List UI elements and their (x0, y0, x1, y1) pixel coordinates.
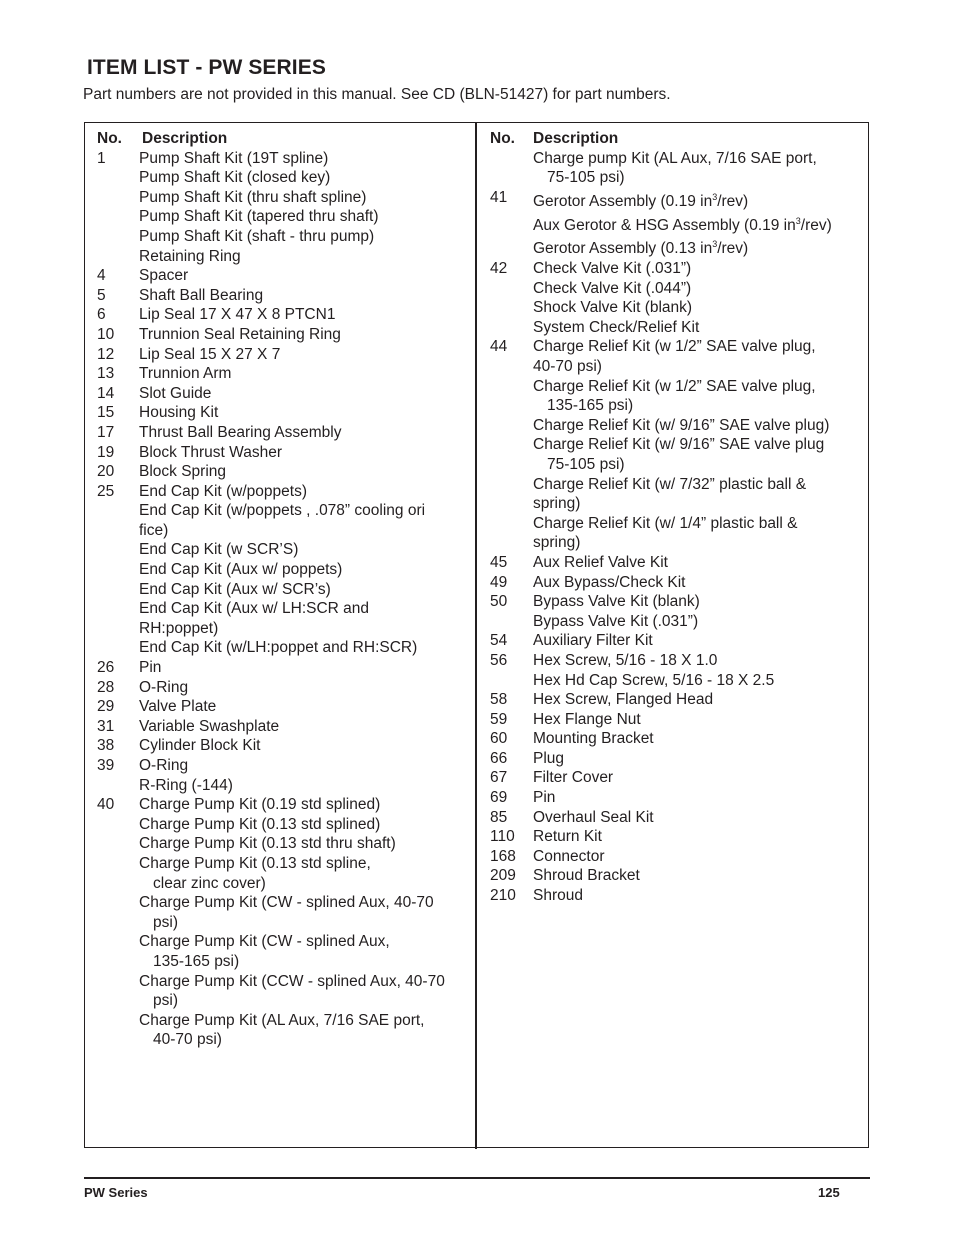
page-subtitle: Part numbers are not provided in this manual. See CD (BLN-51427) for part numbers. (83, 86, 671, 103)
left-item-row (93, 580, 471, 600)
left-item-row (93, 207, 471, 227)
item-description (533, 235, 864, 259)
item-description: Filter Cover (533, 769, 614, 787)
item-number (490, 279, 533, 299)
right-item-row (490, 533, 864, 553)
item-number: 66 (490, 749, 508, 767)
left-item-row (93, 227, 471, 247)
item-description: Variable Swashplate (139, 717, 280, 735)
item-number (93, 638, 139, 658)
item-number: 6 (97, 306, 106, 324)
item-description: R-Ring (-144) (139, 776, 233, 794)
left-item-row (93, 658, 471, 678)
right-item-row (490, 435, 864, 455)
left-item-row (93, 149, 471, 169)
item-description: Pump Shaft Kit (closed key) (139, 169, 331, 187)
right-item-row (490, 494, 864, 514)
footer-series: PW Series (84, 1185, 148, 1200)
right-item-row (490, 631, 864, 651)
item-description: Pin (139, 659, 162, 677)
item-description: O-Ring (139, 757, 189, 774)
left-item-row (93, 991, 471, 1011)
item-number: 10 (97, 325, 115, 343)
right-item-row (490, 235, 864, 259)
left-header-description: Description (142, 130, 228, 147)
item-description: Bypass Valve Kit (blank) (533, 593, 700, 611)
item-number (490, 318, 533, 338)
item-description: Charge Pump Kit (CW - splined Aux, 40-70 (139, 894, 434, 912)
page-title: ITEM LIST - PW SERIES (87, 56, 326, 79)
right-item-row (490, 847, 864, 867)
left-item-row (93, 972, 471, 992)
item-number: 26 (97, 659, 115, 677)
item-number (93, 599, 139, 619)
left-item-row (93, 482, 471, 502)
right-item-row (490, 768, 864, 788)
right-item-row (490, 671, 864, 691)
right-item-row (490, 149, 864, 169)
item-number (93, 932, 139, 952)
item-description: Charge Pump Kit (0.13 std spline, (139, 854, 371, 872)
item-number: 38 (97, 737, 115, 755)
item-number: 28 (97, 678, 115, 696)
right-item-row (490, 475, 864, 495)
item-number: 110 (490, 828, 515, 846)
right-item-row (490, 298, 864, 318)
item-number (490, 416, 533, 436)
right-header-description: Description (533, 130, 619, 147)
right-item-row (490, 212, 864, 236)
left-column (93, 129, 471, 1050)
item-number (93, 1011, 139, 1031)
left-item-row (93, 874, 471, 894)
item-number (490, 671, 533, 691)
item-description-tail: /rev) (717, 240, 749, 258)
right-item-row (490, 612, 864, 632)
item-description: Charge Pump Kit (CCW - splined Aux, 40-70 (139, 972, 445, 990)
item-description: Pin (533, 789, 556, 807)
left-item-row (93, 521, 471, 541)
item-description: Pump Shaft Kit (thru shaft spline) (139, 188, 367, 206)
item-number: 29 (97, 698, 115, 716)
item-number (93, 893, 139, 913)
item-number (490, 475, 533, 495)
item-description: Hex Flange Nut (533, 710, 641, 728)
item-number: 39 (97, 757, 115, 774)
item-number (93, 540, 139, 560)
item-description: Check Valve Kit (.031”) (533, 260, 692, 278)
superscript: 3 (712, 191, 718, 202)
left-item-row (93, 619, 471, 639)
item-description: Valve Plate (139, 698, 217, 716)
left-item-row (93, 756, 471, 776)
item-description: System Check/Relief Kit (533, 318, 700, 336)
item-description: Hex Screw, Flanged Head (533, 691, 714, 709)
right-item-row (490, 690, 864, 710)
item-number (93, 207, 139, 227)
item-number: 60 (490, 730, 508, 748)
right-item-row (490, 651, 864, 671)
item-description: Shroud (533, 887, 583, 905)
item-number (490, 298, 533, 318)
item-description: Charge Pump Kit (0.19 std splined) (139, 796, 381, 814)
right-item-row (490, 729, 864, 749)
right-header-no: No. (490, 130, 515, 147)
item-number (93, 952, 139, 972)
item-number: 17 (97, 423, 115, 441)
right-item-row (490, 710, 864, 730)
item-number (93, 560, 139, 580)
item-number (490, 377, 533, 397)
item-number (490, 533, 533, 553)
left-item-row (93, 266, 471, 286)
item-description: Block Thrust Washer (139, 443, 282, 461)
item-number: 58 (490, 691, 508, 709)
item-number (93, 501, 139, 521)
item-number: 14 (97, 384, 115, 402)
item-description: 75-105 psi) (547, 169, 625, 187)
item-description: Charge Pump Kit (0.13 std thru shaft) (139, 835, 396, 853)
item-description: Lip Seal 17 X 47 X 8 PTCN1 (139, 306, 336, 324)
item-number: 25 (97, 482, 115, 500)
item-description: Charge Relief Kit (w/ 9/16” SAE valve plug (533, 436, 825, 454)
left-item-row (93, 188, 471, 208)
item-description: Trunnion Arm (139, 365, 232, 383)
right-item-row (490, 553, 864, 573)
left-item-row (93, 345, 471, 365)
footer-rule (84, 1177, 870, 1179)
item-number (93, 991, 139, 1011)
item-number (93, 913, 139, 933)
item-number: 5 (97, 286, 106, 304)
item-description: Check Valve Kit (.044”) (533, 279, 692, 297)
item-number: 85 (490, 808, 508, 826)
item-number: 31 (97, 717, 115, 735)
item-description: End Cap Kit (Aux w/ SCR’s) (139, 580, 331, 598)
item-number (93, 521, 139, 541)
left-item-row (93, 854, 471, 874)
column-divider (475, 122, 477, 1149)
page-number: 125 (818, 1185, 840, 1200)
item-number: 42 (490, 260, 508, 278)
item-description: psi) (153, 913, 178, 931)
item-number (93, 227, 139, 247)
left-item-row (93, 364, 471, 384)
left-item-row (93, 560, 471, 580)
right-item-row (490, 416, 864, 436)
item-number (490, 612, 533, 632)
item-number (93, 834, 139, 854)
right-header-row (490, 129, 864, 149)
item-number (93, 247, 139, 267)
right-item-row (490, 749, 864, 769)
item-description: Charge Relief Kit (w 1/2” SAE valve plug, (533, 377, 816, 395)
item-description: Retaining Ring (139, 247, 241, 265)
item-description: Cylinder Block Kit (139, 737, 261, 755)
item-description: 135-165 psi) (153, 952, 240, 970)
item-number: 50 (490, 593, 508, 611)
right-item-row (490, 318, 864, 338)
right-item-row (490, 396, 864, 416)
item-number (490, 435, 533, 455)
item-number (490, 212, 533, 236)
item-description: End Cap Kit (w/poppets , .078” cooling ori (139, 502, 426, 520)
right-item-row (490, 808, 864, 828)
superscript: 3 (795, 215, 801, 226)
item-description: Bypass Valve Kit (.031”) (533, 612, 699, 630)
left-item-row (93, 599, 471, 619)
item-description: Connector (533, 847, 605, 865)
item-description: End Cap Kit (w/LH:poppet and RH:SCR) (139, 639, 418, 657)
superscript: 3 (712, 239, 718, 250)
item-description: Charge Pump Kit (CW - splined Aux, (139, 933, 390, 951)
left-item-row (93, 168, 471, 188)
left-item-row (93, 736, 471, 756)
item-description (533, 212, 864, 236)
item-description: psi) (153, 992, 178, 1010)
item-number (93, 580, 139, 600)
item-number (490, 514, 533, 534)
item-number (490, 168, 533, 188)
item-number: 15 (97, 404, 115, 422)
item-description: End Cap Kit (Aux w/ poppets) (139, 561, 343, 579)
item-description: Block Spring (139, 463, 227, 481)
left-item-row (93, 540, 471, 560)
item-description: Hex Screw, 5/16 - 18 X 1.0 (533, 651, 718, 669)
item-number (490, 396, 533, 416)
item-number: 69 (490, 789, 508, 807)
item-description: Shock Valve Kit (blank) (533, 299, 693, 317)
item-description: Plug (533, 749, 565, 767)
item-number: 19 (97, 443, 115, 461)
right-item-row (490, 788, 864, 808)
item-number: 168 (490, 847, 516, 865)
item-description: Pump Shaft Kit (19T spline) (139, 149, 329, 167)
item-number: 12 (97, 345, 115, 363)
left-item-row (93, 501, 471, 521)
left-item-row (93, 952, 471, 972)
left-header-row (93, 129, 471, 149)
item-description: Return Kit (533, 828, 602, 846)
right-item-row (490, 455, 864, 475)
left-item-row (93, 697, 471, 717)
item-description: 75-105 psi) (547, 455, 625, 473)
item-description: End Cap Kit (Aux w/ LH:SCR and (139, 600, 370, 618)
left-item-row (93, 815, 471, 835)
item-number (93, 188, 139, 208)
item-number (490, 455, 533, 475)
left-item-row (93, 795, 471, 815)
item-description: Mounting Bracket (533, 730, 654, 748)
item-description: End Cap Kit (w SCR’S) (139, 541, 299, 559)
item-number: 56 (490, 651, 508, 669)
right-item-row (490, 279, 864, 299)
left-item-row (93, 443, 471, 463)
item-number: 67 (490, 769, 508, 787)
left-item-row (93, 403, 471, 423)
right-item-row (490, 827, 864, 847)
left-item-row (93, 423, 471, 443)
item-number: 49 (490, 573, 508, 591)
item-description: Charge Pump Kit (0.13 std splined) (139, 815, 381, 833)
item-number (490, 357, 533, 377)
right-column (490, 129, 864, 906)
left-item-row (93, 776, 471, 796)
item-description (533, 188, 864, 212)
right-item-row (490, 337, 864, 357)
item-number (490, 149, 533, 169)
right-item-row (490, 188, 864, 212)
right-item-row (490, 168, 864, 188)
item-number (93, 1030, 139, 1050)
item-description: Aux Relief Valve Kit (533, 553, 668, 571)
item-description: fice) (139, 521, 169, 539)
right-item-row (490, 592, 864, 612)
item-description: Aux Bypass/Check Kit (533, 573, 686, 591)
left-item-row (93, 325, 471, 345)
left-item-row (93, 678, 471, 698)
item-description-text: Gerotor Assembly (0.13 in (533, 240, 713, 258)
item-description: Charge Relief Kit (w/ 7/32” plastic ball & (533, 475, 807, 493)
item-description: End Cap Kit (w/poppets) (139, 482, 308, 500)
item-number (93, 874, 139, 894)
item-number: 45 (490, 553, 508, 571)
item-description: spring) (533, 495, 581, 513)
item-description: Pump Shaft Kit (shaft - thru pump) (139, 227, 375, 245)
item-description: Overhaul Seal Kit (533, 808, 654, 826)
right-item-row (490, 377, 864, 397)
item-description: RH:poppet) (139, 619, 219, 637)
item-number: 4 (97, 267, 106, 285)
item-description: Slot Guide (139, 384, 212, 402)
item-description: O-Ring (139, 678, 189, 696)
item-description-tail: /rev) (717, 192, 749, 210)
item-number: 210 (490, 887, 516, 905)
item-number (490, 494, 533, 514)
left-item-row (93, 893, 471, 913)
item-number: 41 (490, 188, 508, 206)
item-description: Shroud Bracket (533, 867, 640, 885)
left-item-row (93, 638, 471, 658)
item-description: Hex Hd Cap Screw, 5/16 - 18 X 2.5 (533, 671, 775, 689)
left-item-row (93, 247, 471, 267)
item-number: 13 (97, 365, 115, 383)
item-number: 20 (97, 463, 115, 481)
item-number (93, 972, 139, 992)
item-number (93, 815, 139, 835)
right-item-row (490, 886, 864, 906)
item-number (93, 168, 139, 188)
item-description: 40-70 psi) (153, 1031, 222, 1049)
left-item-row (93, 1011, 471, 1031)
right-item-row (490, 259, 864, 279)
left-item-row (93, 717, 471, 737)
item-description: Charge Relief Kit (w/ 9/16” SAE valve plug) (533, 416, 830, 434)
item-number (93, 854, 139, 874)
item-description: Auxiliary Filter Kit (533, 632, 653, 650)
item-description: Spacer (139, 267, 189, 285)
item-number: 44 (490, 338, 508, 356)
item-description: Shaft Ball Bearing (139, 286, 264, 304)
item-number: 209 (490, 867, 516, 885)
left-header-no: No. (97, 130, 122, 147)
item-description: Housing Kit (139, 404, 219, 422)
item-number: 1 (97, 149, 106, 167)
item-number: 40 (97, 796, 115, 814)
item-number: 54 (490, 632, 508, 650)
left-item-row (93, 305, 471, 325)
item-description: Charge pump Kit (AL Aux, 7/16 SAE port, (533, 149, 817, 167)
item-description: Charge Relief Kit (w 1/2” SAE valve plug, (533, 338, 816, 356)
item-description: spring) (533, 534, 581, 552)
item-description: 40-70 psi) (533, 358, 602, 375)
item-number: 59 (490, 710, 508, 728)
left-item-row (93, 384, 471, 404)
item-description: Trunnion Seal Retaining Ring (139, 325, 341, 343)
item-description: Thrust Ball Bearing Assembly (139, 423, 342, 441)
left-item-row (93, 932, 471, 952)
left-item-row (93, 834, 471, 854)
item-description: Pump Shaft Kit (tapered thru shaft) (139, 208, 379, 226)
item-description-text: Gerotor Assembly (0.19 in (533, 192, 713, 210)
left-item-row (93, 1030, 471, 1050)
item-number (93, 619, 139, 639)
item-description-tail: /rev) (800, 216, 832, 234)
item-description: Lip Seal 15 X 27 X 7 (139, 345, 281, 363)
item-description-text: Aux Gerotor & HSG Assembly (0.19 in (533, 216, 796, 234)
right-item-row (490, 573, 864, 593)
item-description: Charge Relief Kit (w/ 1/4” plastic ball & (533, 514, 798, 532)
item-description: Charge Pump Kit (AL Aux, 7/16 SAE port, (139, 1011, 425, 1029)
item-number (93, 776, 139, 796)
right-item-row (490, 514, 864, 534)
left-item-row (93, 286, 471, 306)
item-number (490, 235, 533, 259)
right-item-row (490, 866, 864, 886)
left-item-row (93, 462, 471, 482)
left-item-row (93, 913, 471, 933)
item-description: 135-165 psi) (547, 397, 634, 415)
right-item-row (490, 357, 864, 377)
item-description: clear zinc cover) (153, 874, 266, 892)
